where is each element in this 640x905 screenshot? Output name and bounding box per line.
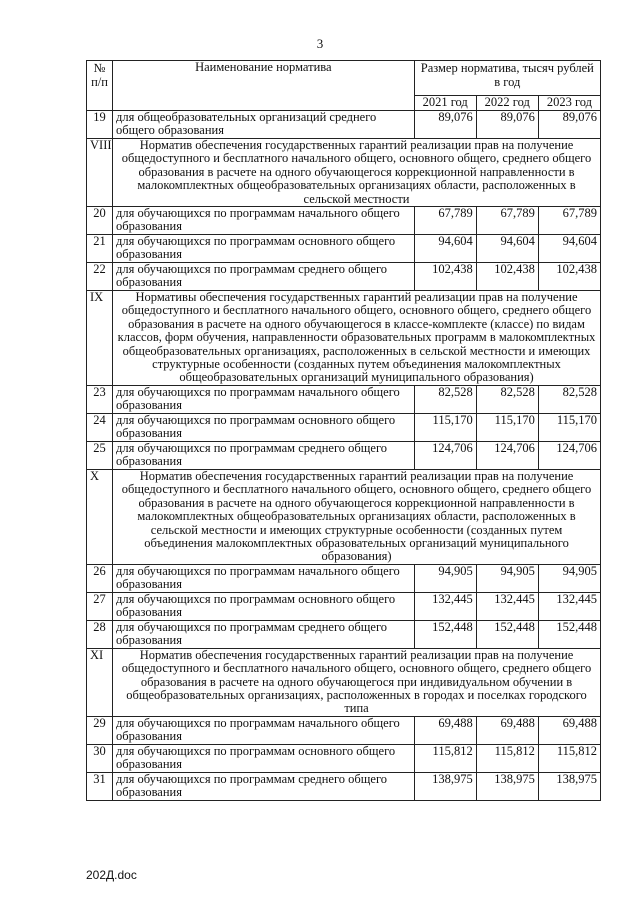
value-2021: 94,905 xyxy=(414,564,476,592)
row-name: для обучающихся по программам основного общего образования xyxy=(113,592,415,620)
table-row xyxy=(87,385,601,413)
section-row xyxy=(87,469,601,564)
row-number: 27 xyxy=(87,592,113,620)
section-title: Норматив обеспечения государственных гарантий реализации прав на получение общедоступного и бесплатного начального общего, основного общего, среднего общего образования в расчете на одного обучающегося при индивидуальном обучении в общеобразовательных организациях, расположенных в городах и поселках городского типа xyxy=(113,648,601,716)
value-2023: 82,528 xyxy=(538,385,600,413)
table-row xyxy=(87,592,601,620)
value-2023: 115,812 xyxy=(538,744,600,772)
value-2021: 89,076 xyxy=(414,111,476,139)
row-name: для обучающихся по программам среднего общего образования xyxy=(113,772,415,800)
value-2023: 124,706 xyxy=(538,441,600,469)
value-2022: 102,438 xyxy=(476,263,538,291)
row-number: 30 xyxy=(87,744,113,772)
row-number: 26 xyxy=(87,564,113,592)
row-name: для общеобразовательных организаций среднего общего образования xyxy=(113,111,415,139)
value-2021: 115,812 xyxy=(414,744,476,772)
table-row xyxy=(87,564,601,592)
section-numeral: VIII xyxy=(87,139,113,207)
header-num: № п/п xyxy=(87,61,113,111)
value-2022: 94,604 xyxy=(476,235,538,263)
row-name: для обучающихся по программам начального общего образования xyxy=(113,385,415,413)
value-2021: 124,706 xyxy=(414,441,476,469)
value-2022: 115,812 xyxy=(476,744,538,772)
section-row xyxy=(87,139,601,207)
table-row xyxy=(87,772,601,800)
row-name: для обучающихся по программам среднего общего образования xyxy=(113,263,415,291)
header-year-2021: 2021 год xyxy=(414,96,476,111)
table-row xyxy=(87,744,601,772)
row-name: для обучающихся по программам основного общего образования xyxy=(113,744,415,772)
value-2021: 102,438 xyxy=(414,263,476,291)
section-numeral: IX xyxy=(87,291,113,386)
value-2022: 132,445 xyxy=(476,592,538,620)
header-size: Размер норматива, тысяч рублей в год xyxy=(414,61,600,96)
value-2022: 124,706 xyxy=(476,441,538,469)
value-2021: 69,488 xyxy=(414,716,476,744)
value-2021: 82,528 xyxy=(414,385,476,413)
table-row xyxy=(87,111,601,139)
value-2023: 102,438 xyxy=(538,263,600,291)
header-year-2023: 2023 год xyxy=(538,96,600,111)
value-2022: 152,448 xyxy=(476,620,538,648)
norms-table xyxy=(86,60,601,801)
value-2022: 82,528 xyxy=(476,385,538,413)
table-row xyxy=(87,716,601,744)
table-row xyxy=(87,263,601,291)
row-number: 19 xyxy=(87,111,113,139)
value-2023: 89,076 xyxy=(538,111,600,139)
row-number: 25 xyxy=(87,441,113,469)
value-2022: 94,905 xyxy=(476,564,538,592)
table-row xyxy=(87,620,601,648)
row-name: для обучающихся по программам начального общего образования xyxy=(113,716,415,744)
value-2021: 94,604 xyxy=(414,235,476,263)
row-number: 23 xyxy=(87,385,113,413)
row-number: 31 xyxy=(87,772,113,800)
row-name: для обучающихся по программам основного общего образования xyxy=(113,235,415,263)
row-number: 28 xyxy=(87,620,113,648)
value-2021: 115,170 xyxy=(414,413,476,441)
value-2022: 69,488 xyxy=(476,716,538,744)
row-number: 21 xyxy=(87,235,113,263)
row-number: 29 xyxy=(87,716,113,744)
value-2022: 138,975 xyxy=(476,772,538,800)
row-number: 24 xyxy=(87,413,113,441)
section-row xyxy=(87,648,601,716)
value-2021: 138,975 xyxy=(414,772,476,800)
header-year-2022: 2022 год xyxy=(476,96,538,111)
section-title: Нормативы обеспечения государственных гарантий реализации прав на получение общедоступного и бесплатного начального общего, основного общего, среднего общего образования в расчете на одного обучающегося в классе-комплекте (классе) по видам классов, форм обучения, направленности образовательных программ в малокомплектных общеобразовательных организациях, расположенных в сельской местности и имеющих структурные особенности (созданных путем объединения малокомплектных общеобразовательных организаций муниципального образования) xyxy=(113,291,601,386)
value-2021: 132,445 xyxy=(414,592,476,620)
value-2023: 69,488 xyxy=(538,716,600,744)
row-name: для обучающихся по программам начального общего образования xyxy=(113,564,415,592)
value-2023: 94,905 xyxy=(538,564,600,592)
row-name: для обучающихся по программам начального общего образования xyxy=(113,207,415,235)
section-row xyxy=(87,291,601,386)
row-name: для обучающихся по программам среднего общего образования xyxy=(113,620,415,648)
footer-filename: 202Д.doc xyxy=(86,868,137,882)
table-row xyxy=(87,441,601,469)
table-row xyxy=(87,413,601,441)
section-numeral: X xyxy=(87,469,113,564)
value-2022: 89,076 xyxy=(476,111,538,139)
table-row xyxy=(87,235,601,263)
value-2022: 115,170 xyxy=(476,413,538,441)
row-number: 22 xyxy=(87,263,113,291)
row-number: 20 xyxy=(87,207,113,235)
value-2021: 67,789 xyxy=(414,207,476,235)
table-row xyxy=(87,207,601,235)
page-number: 3 xyxy=(316,36,324,51)
section-title: Норматив обеспечения государственных гарантий реализации прав на получение общедоступного и бесплатного начального общего, основного общего, среднего общего образования в расчете на одного обучающегося коррекционной направленности в малокомплектных общеобразовательных организациях области, расположенных в сельской местности xyxy=(113,139,601,207)
value-2023: 132,445 xyxy=(538,592,600,620)
value-2023: 115,170 xyxy=(538,413,600,441)
row-name: для обучающихся по программам основного общего образования xyxy=(113,413,415,441)
value-2023: 138,975 xyxy=(538,772,600,800)
section-numeral: XI xyxy=(87,648,113,716)
value-2023: 94,604 xyxy=(538,235,600,263)
table-body xyxy=(87,111,601,801)
value-2021: 152,448 xyxy=(414,620,476,648)
value-2023: 152,448 xyxy=(538,620,600,648)
header-name: Наименование норматива xyxy=(113,61,415,111)
section-title: Норматив обеспечения государственных гарантий реализации прав на получение общедоступного и бесплатного начального общего, основного общего, среднего общего образования в расчете на одного обучающегося коррекционной направленности в малокомплектных общеобразовательных организациях области, расположенных в сельской местности и имеющих структурные особенности (созданных путем объединения малокомплектных образовательных организаций муниципального образования) xyxy=(113,469,601,564)
row-name: для обучающихся по программам среднего общего образования xyxy=(113,441,415,469)
value-2022: 67,789 xyxy=(476,207,538,235)
value-2023: 67,789 xyxy=(538,207,600,235)
